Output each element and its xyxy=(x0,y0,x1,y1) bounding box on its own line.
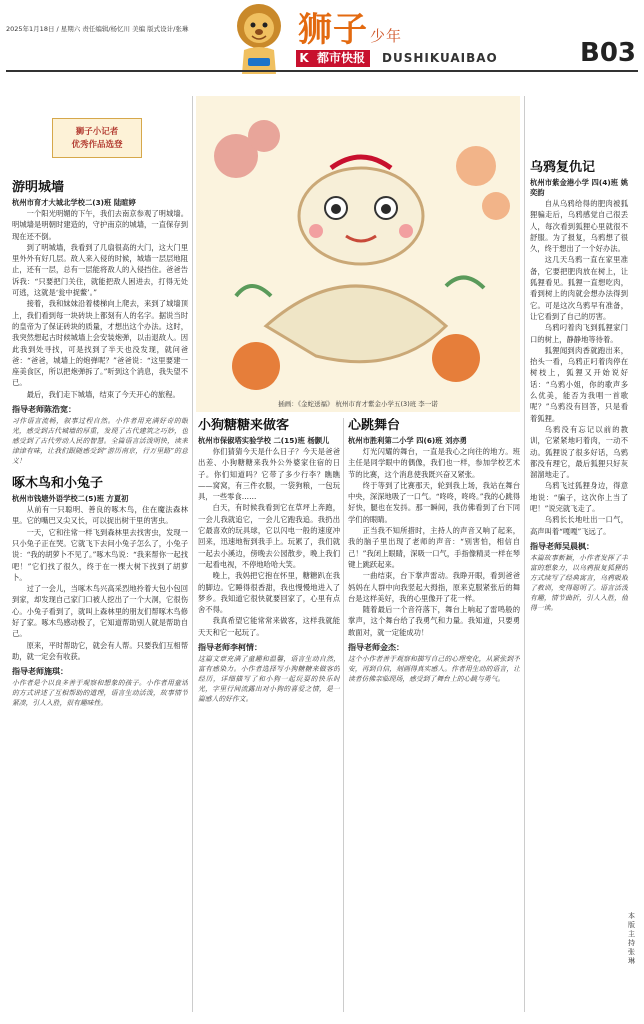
article-title: 小狗糖糖来做客 xyxy=(198,418,290,433)
article-paragraph: 过了一会儿，当啄木鸟兴高采烈地拎着大包小包回到家，却发现自己家门口被人挖出了一个大洞，它很伤心。小兔子看到了，就叫上森林里的朋友们帮啄木鸟修好了家。啄木鸟感动极了，它知道帮助别人就是帮助自己。 xyxy=(12,584,188,639)
illustration-caption: 插画：《金蛇送福》 杭州市育才紫金小学五(3)班 李一诺 xyxy=(278,400,438,408)
review-text: 这个小作者善于观察和描写自己的心理变化，从紧张到不安，再到自信，刻画得真实感人。作者用生动的语言，让读者仿佛亲临现场，感受到了舞台上的心跳与勇气。 xyxy=(348,655,520,684)
article-title: 心跳舞台 xyxy=(348,418,401,433)
article-paragraph: 从前有一只聪明、善良的啄木鸟，住在魔法森林里。它的嘴巴又尖又长，可以捉出树干里的害虫。 xyxy=(12,505,188,526)
column-4 xyxy=(530,160,628,1012)
editor-note: 本版主持 张琳 xyxy=(628,912,635,965)
article-paragraph: 你们猜猜今天是什么日子？今天是爸爸出差、小狗糖糖来我外公外婆家住宿的日子。你们知道吗？它带了多少行李？瞧瞧——窝窝，有三件衣服，一袋狗粮，一包玩具，一些零食…… xyxy=(198,447,340,502)
issue-info: 2025年1月18日 / 星期六 责任编辑/杨忆川 美编 版式设计/张琳 xyxy=(6,25,189,33)
column-divider xyxy=(524,96,525,1012)
brand-bar xyxy=(296,50,566,67)
column-divider xyxy=(343,418,344,1012)
review-title: 指导老师金杰： xyxy=(348,643,404,653)
article-author: 杭州市紫金港小学 四(4)班 姚奕韵 xyxy=(530,178,628,197)
masthead-rule xyxy=(6,70,638,72)
article-author: 杭州市胜利第二小学 四(6)班 刘亦勇 xyxy=(348,436,467,445)
review-text: 这篇文章充满了童趣和温馨，语言生动自然，富有感染力。小作者选择写小狗糖糖来做客的经历，详细描写了和小狗一起玩耍的快乐时光，字里行间流露出对小狗的喜爱之情，是一篇感人的好作文。 xyxy=(198,655,340,704)
article-author: 杭州市钱塘外语学校二(5)班 方夏初 xyxy=(12,494,129,504)
article-paragraph: 一曲结束，台下掌声雷动。我睁开眼，看到爸爸妈妈在人群中向我竖起大拇指，原来克服紧张后的舞台是这样美好，我的心里像开了花一样。 xyxy=(348,571,520,603)
brand-name-en: DUSHIKUAIBAO xyxy=(382,51,498,65)
badge-line-2: 优秀作品选登 xyxy=(71,140,123,150)
review-text: 小作者是个以良多善于观察和想象的孩子。小作者用童话的方式讲述了互相帮助的道理，语言生动活泼，故事情节紧凑，引人入胜，很有趣味性。 xyxy=(12,679,188,708)
article-paragraph: 一天，它和往常一样飞到森林里去找害虫，发现一只小兔子正在哭。它就飞下去问小兔子怎么了，小兔子说：“我的胡萝卜不见了。”啄木鸟说：“我来帮你一起找吧！”它们找了很久，终于在一棵大树下找到了胡萝卜。 xyxy=(12,527,188,582)
article-author: 杭州市育才大城北学校二(3)班 陆暄婷 xyxy=(12,198,136,207)
review-text: 习作语言流畅，叙事过程自然。小作者用充满好奇的眼光，感受到古代城墙的厚重，发现了古代建筑之巧妙，也感受到了古代劳动人民的智慧。全篇语言活泼明快，读来津津有味，让我们跟随感受到“游历南京，行万里路”的意义！ xyxy=(12,417,188,466)
article-paragraph: 到了明城墙，我看到了几扇很高的大门，这大门里里外外有好几层。敌人来入侵的时候，城墙一层层地阻止，还有一层，总有一层能将敌人的入侵挡住。爸爸告诉我：“只要把门关住，就能把敌人困进去，打得无处可逃，这就是‘瓮中捉鳖’。” xyxy=(12,242,188,298)
review-title: 指导老师吴晨枫： xyxy=(530,541,594,551)
review-title: 指导老师李柯情： xyxy=(198,643,262,653)
column-2 xyxy=(198,418,340,1012)
article-author: 杭州市保俶塔实验学校 二(15)班 杨颢儿 xyxy=(198,436,330,445)
review-title: 指导老师陈浩宽： xyxy=(12,405,76,415)
article-paragraph: 乌鸦长长地吐出一口气，高声叫着“嘎嘎”飞远了。 xyxy=(530,515,628,536)
column-divider xyxy=(192,96,193,1012)
badge-line-1: 狮子小记者 xyxy=(75,127,119,137)
article-paragraph: 这几天乌鸦一直在家里准备，它要把肥肉放在树上，让狐狸看见。狐狸一直想吃肉，看到树上的肉就会想办法得到它。可是这次乌鸦早有准备，让它看到了自己的厉害。 xyxy=(530,255,628,321)
article-paragraph: 乌鸦叼着肉飞到狐狸家门口的树上，静静地等待着。 xyxy=(530,323,628,344)
lion-mascot-icon xyxy=(232,2,286,76)
article-paragraph: 接着，我和妹妹沿着楼梯向上爬去，来到了城墙顶上，我们看到每一块砖块上都刻有人的名字。据说当时的皇帝为了保证砖块的质量，才想出这个办法。这时，我突然想起古时候城墙上会安装炮弹，以击退敌人。因此我到处寻找，可是找到了半天也没发现，就问爸爸：“爸爸，城墙上的炮弹呢？”爸爸说：“这里要建一座美食区，所以把炮弹拆了。”听到这个消息，我失望不已。 xyxy=(12,299,188,388)
article-paragraph: 正当我不知所措时，主持人的声音又响了起来，我的脑子里出现了老师的声音：“别害怕，相信自己！”我闭上眼睛，深吸一口气，手指像精灵一样在琴键上跳跃起来。 xyxy=(348,526,520,569)
illustration xyxy=(196,96,520,412)
article-paragraph: 狐狸闻到肉香就跑出来，抬头一看，乌鸦正叼着肉停在树枝上，狐狸又开始说好话：“乌鸦小姐，你的歌声多么优美，能否为我唱一首歌呢？”乌鸦没有回答，只是看着狐狸。 xyxy=(530,345,628,423)
article-paragraph: 白天，有时候我看到它在草坪上奔跑，一会儿我就追它，一会儿它跑我追。我扔出它最喜欢的玩具球，它以闪电一般的速度冲回来，迅速地衔到我手上。玩累了，我们就一起去小溪边，傍晚去公园散步，晚上我们一起看电视，不停地哈哈大笑。 xyxy=(198,503,340,569)
article-paragraph: 晚上，我妈把它抱在怀里，糖糖趴在我的脚边。它睡得很香甜，我也慢慢地进入了梦乡。我知道它很快就要回家了，心里有点舍不得。 xyxy=(198,571,340,615)
column-1 xyxy=(12,180,188,1012)
article-paragraph: 原来，平时帮助它，就会有人帮。只要我们互相帮助，就一定会有收获。 xyxy=(12,640,188,661)
article-title: 游明城墙 xyxy=(12,180,65,195)
article-paragraph: 随着最后一个音符落下，舞台上响起了雷鸣般的掌声，这个舞台给了我勇气和力量。我知道，只要勇敢面对，就一定能成功！ xyxy=(348,605,520,637)
article-you-ming-chengqiang xyxy=(12,180,188,466)
article-title: 啄木鸟和小兔子 xyxy=(12,476,104,492)
article-paragraph: 一个阳光明媚的下午，我们去南京参观了明城墙。明城墙是明朝时建造的，守护南京的城墙，一直保存到现在还不倒。 xyxy=(12,209,188,241)
page-number: B03 xyxy=(580,38,636,68)
snake-illustration-icon xyxy=(196,96,520,412)
column-badge xyxy=(52,118,142,158)
column-3 xyxy=(348,418,520,1012)
masthead xyxy=(0,0,644,82)
article-paragraph: 我真希望它能常常来做客，这样我就能天天和它一起玩了。 xyxy=(198,616,340,637)
article-zhuomuniao xyxy=(12,476,188,708)
article-title: 乌鸦复仇记 xyxy=(530,160,596,175)
review-text: 本篇故事新颖，小作者发挥了丰富的想象力，以乌鸦报复狐狸的方式续写了经典寓言，乌鸦吸取了教训，变得聪明了。语言活泼有趣，情节曲折，引人入胜，值得一读。 xyxy=(530,553,628,612)
article-paragraph: 终于等到了比赛那天，轮到我上场，我站在舞台中央，深深地吸了一口气。“咚咚，咚咚。”我的心跳得好快，腿也在发抖。那一瞬间，我仿佛看到了台下同学们的眼睛。 xyxy=(348,480,520,524)
section-title: 狮子 少年 xyxy=(298,10,403,50)
brand-logo-icon: K xyxy=(296,50,312,67)
article-paragraph: 乌鸦飞过狐狸身边，得意地说：“骗子，这次你上当了吧！”说完就飞走了。 xyxy=(530,481,628,514)
article-paragraph: 乌鸦没有忘记以前的教训，它紧紧地叼着肉，一动不动。狐狸说了很多好话，乌鸦都没有理它，最后狐狸只好灰溜溜地走了。 xyxy=(530,424,628,480)
article-paragraph: 最后，我们走下城墙，结束了今天开心的旅程。 xyxy=(26,389,180,399)
brand-name-cn: 都市快报 xyxy=(312,50,370,67)
article-paragraph: 自从乌鸦给得的肥肉被狐狸骗走后，乌鸦感觉自己很丢人，每次看到狐狸心里就很不舒服。为了报复，乌鸦想了很久，终于想出了一个好办法。 xyxy=(530,199,628,254)
review-title: 指导老师施琪： xyxy=(12,667,68,677)
article-paragraph: 灯光闪耀的舞台，一直是我心之向往的地方。班主任是同学眼中的偶像，我们也一样，参加学校艺术节的比赛，这个消息使我既兴奋又紧张。 xyxy=(348,447,520,479)
